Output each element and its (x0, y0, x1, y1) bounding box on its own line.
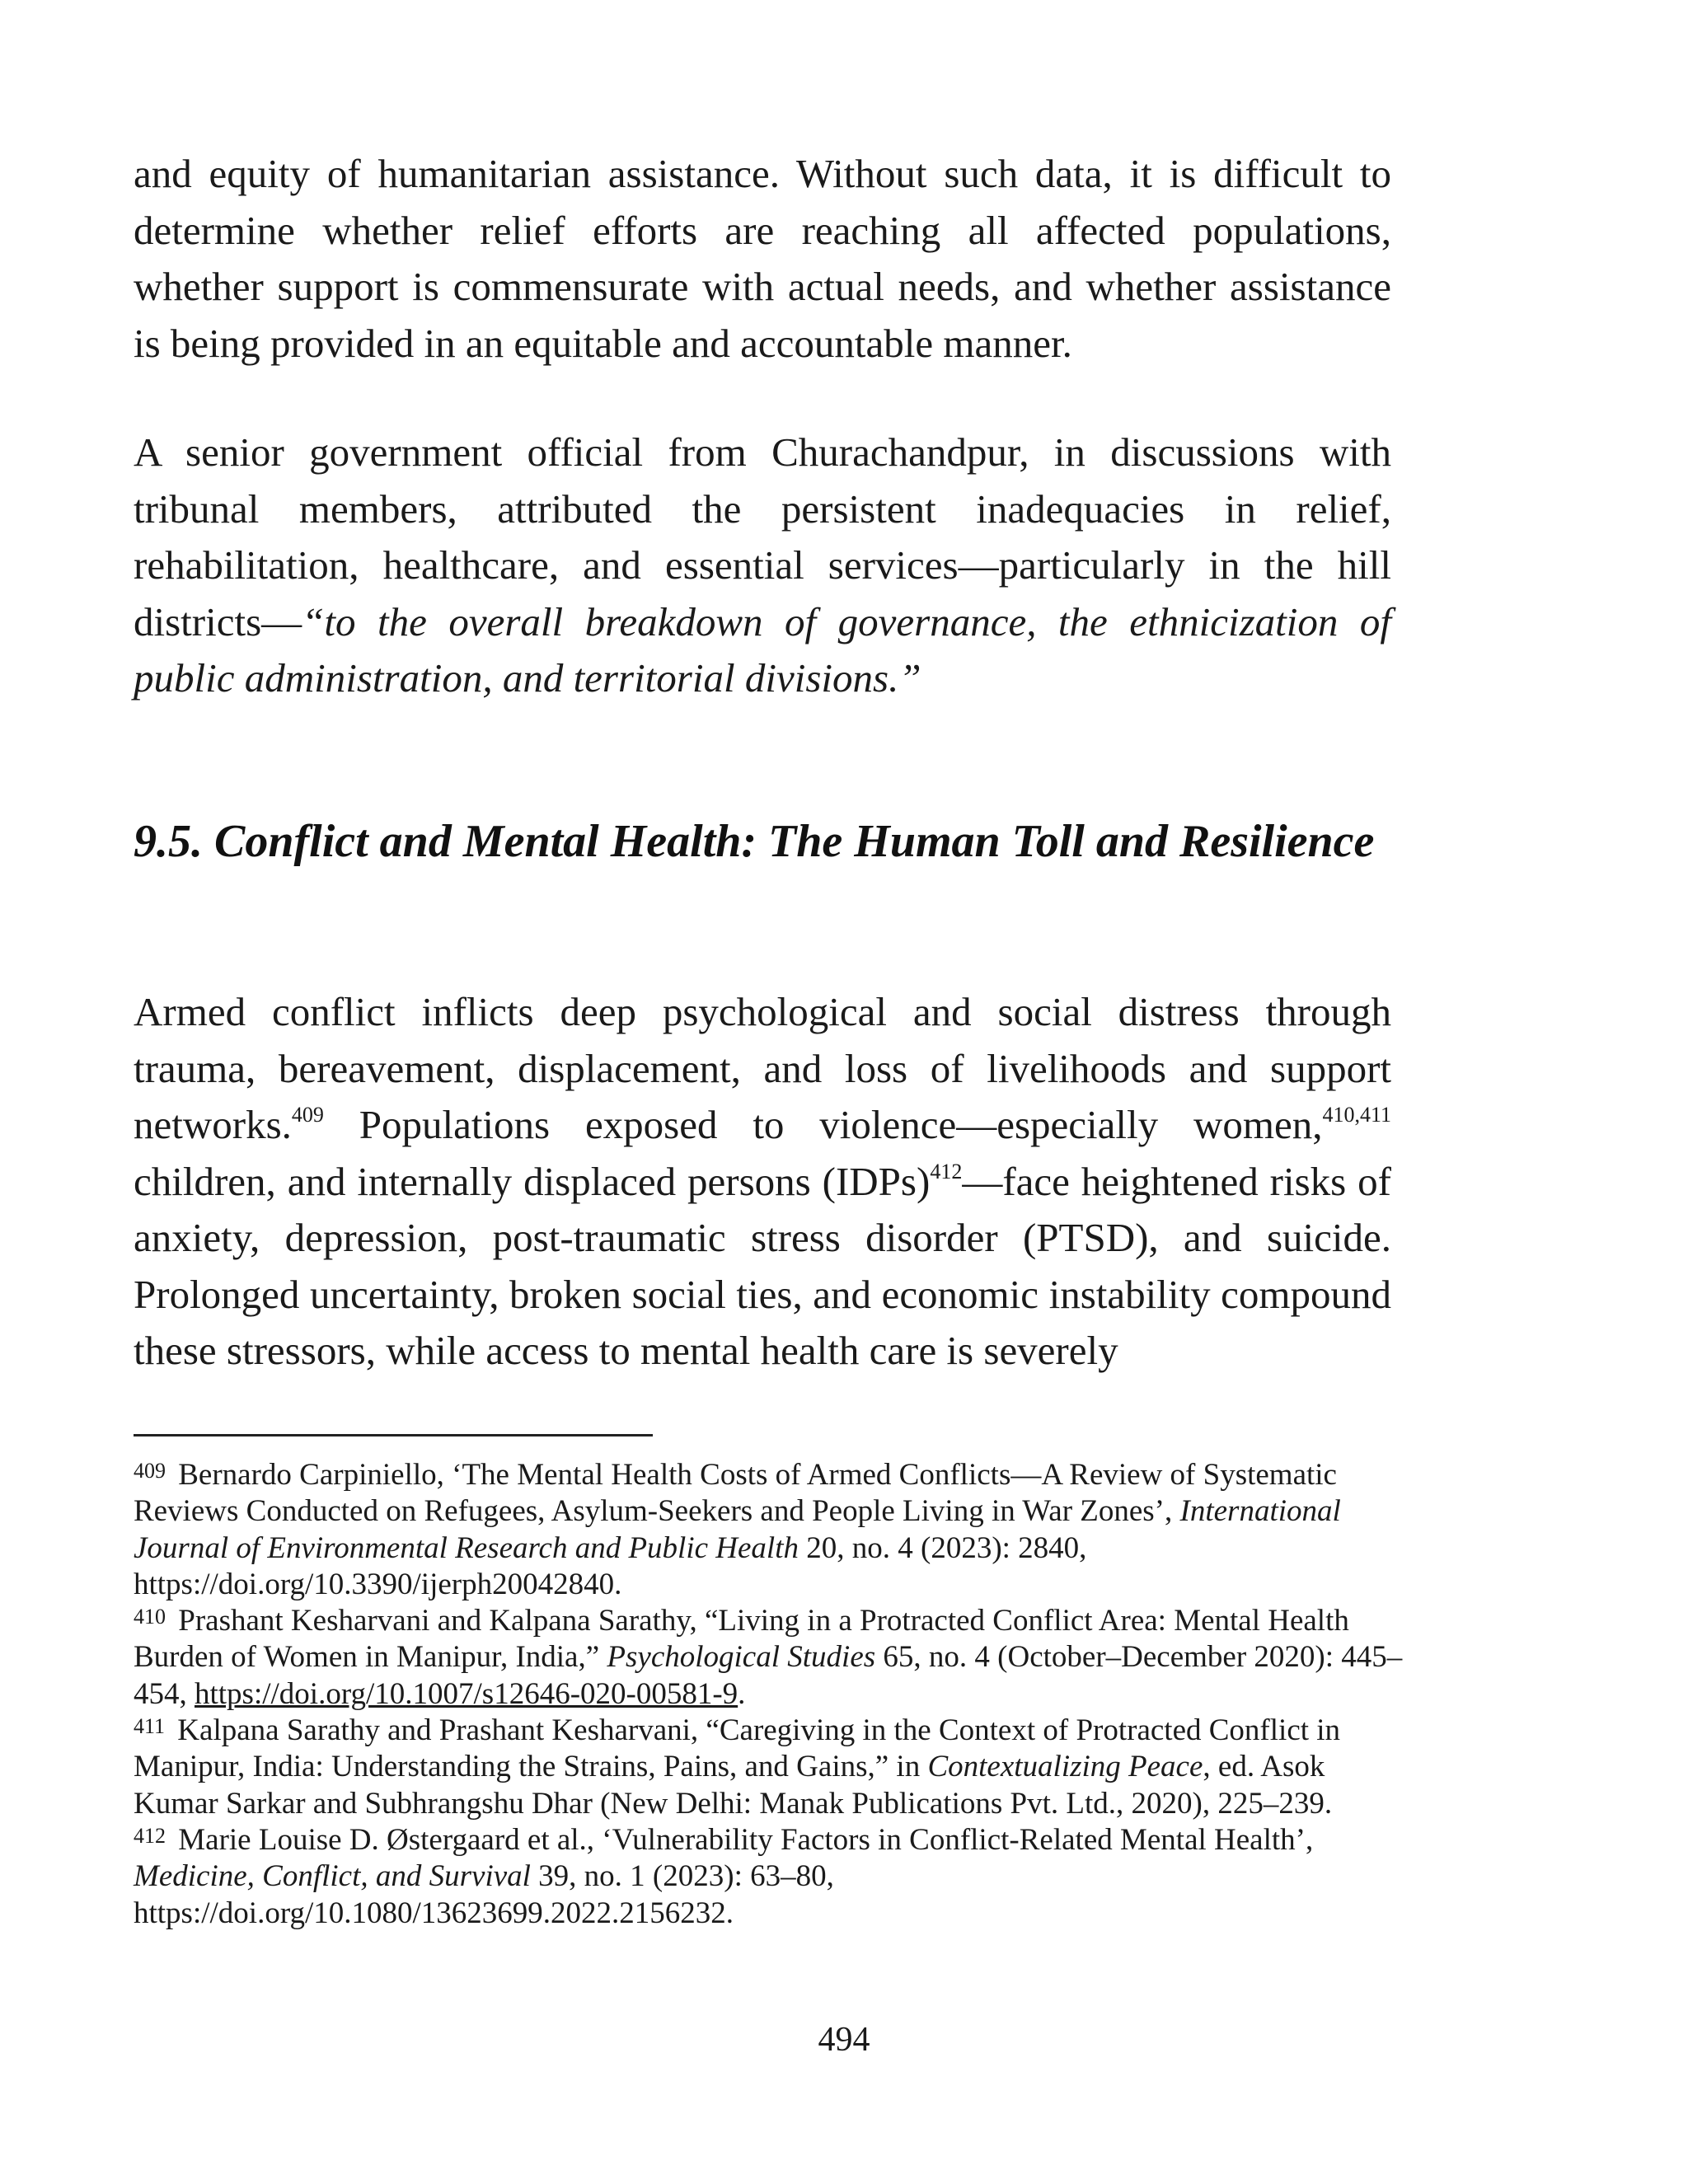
footnote-text: 39, no. 1 (2023): 63–80, https://doi.org/10.1080/13623699.2022.2156232. (134, 1859, 834, 1930)
footnote-book-title: Contextualizing Peace (927, 1750, 1203, 1784)
footnote-ref-410-411[interactable]: 410,411 (1322, 1103, 1391, 1127)
section-heading: 9.5. Conflict and Mental Health: The Human Toll and Resilience (134, 816, 1375, 867)
footnote-text: Bernardo Carpiniello, ‘The Mental Health Costs of Armed Conflicts—A Review of Systematic Reviews Conducted on Refugees, Asylum-Seekers and People Living in War Zones’, (134, 1458, 1337, 1529)
footnote-journal: Psychological Studies (607, 1640, 876, 1675)
footnote-journal: International Journal of Environmental Research and Public Health (134, 1494, 1341, 1565)
footnote-number: 412 (134, 1823, 166, 1848)
footnote-text: Prashant Kesharvani and Kalpana Sarathy, “Living in a Protracted Conflict Area: Mental Health Burden of Women in Manipur, India,” (134, 1604, 1349, 1675)
footnote-doi-link[interactable]: https://doi.org/10.1007/s12646-020-00581-9 (195, 1676, 738, 1711)
footnote-separator (134, 1434, 653, 1436)
footnote-412 (134, 1822, 1403, 1932)
footnote-ref-412[interactable]: 412 (930, 1159, 963, 1183)
page-number: 494 (818, 2021, 870, 2059)
footnote-409 (134, 1457, 1403, 1603)
footnote-ref-409[interactable]: 409 (291, 1103, 324, 1127)
footnote-text: , ed. Asok Kumar Sarkar and Subhrangshu Dhar (New Delhi: Manak Publications Pvt. Ltd., 2020), 225–239. (134, 1750, 1333, 1821)
footnote-journal: Medicine, Conflict, and Survival (134, 1859, 531, 1894)
body-paragraph-armed-conflict (134, 984, 1391, 1380)
paragraph-text-c: children, and internally displaced persons (IDPs) (134, 1158, 931, 1204)
footnote-number: 410 (134, 1605, 166, 1629)
footnote-410 (134, 1603, 1403, 1713)
official-quote: “to the overall breakdown of governance, the ethnicization of public administration, and territorial divisions.” (134, 598, 1391, 701)
official-statement-text: A senior government official from Churachandpur, in discussions with tribunal members, attributed the persistent inadequacies in relief, rehabilitation, healthcare, and essential services—particularly in the hill districts— (134, 429, 1391, 644)
footnotes-list (134, 1457, 1403, 1932)
paragraph-text-a: Armed conflict inflicts deep psychological and social distress through trauma, bereavement, displacement, and loss of livelihoods and support networks. (134, 989, 1391, 1147)
footnote-text: Marie Louise D. Østergaard et al., ‘Vulnerability Factors in Conflict-Related Mental Health’, (171, 1822, 1314, 1857)
footnote-text: . (738, 1676, 746, 1711)
body-paragraph-equity: and equity of humanitarian assistance. Without such data, it is difficult to determine whether relief efforts are reaching all affected populations, whether support is commensurate with actual needs, and whether assistance is being provided in an equitable and accountable manner. (134, 151, 1391, 366)
footnote-text: 20, no. 4 (2023): 2840, https://doi.org/10.3390/ijerph20042840. (134, 1530, 1087, 1601)
paragraph-text-d: —face heightened risks of anxiety, depression, post-traumatic stress disorder (PTSD), and suicide. Prolonged uncertainty, broken social ties, and economic instability compound these stressors, while access to mental health care is severely (134, 1158, 1391, 1373)
footnote-number: 411 (134, 1714, 166, 1739)
footnote-411 (134, 1713, 1403, 1822)
footnote-number: 409 (134, 1459, 166, 1483)
footnote-text: Kalpana Sarathy and Prashant Kesharvani, “Caregiving in the Context of Protracted Conflict in Manipur, India: Understanding the Strains, Pains, and Gains,” in (134, 1713, 1341, 1784)
body-paragraph-official-statement (134, 424, 1391, 707)
footnote-text: 65, no. 4 (October–December 2020): 445–454, (134, 1640, 1403, 1711)
paragraph-text-b: Populations exposed to violence—especially women, (323, 1102, 1323, 1147)
